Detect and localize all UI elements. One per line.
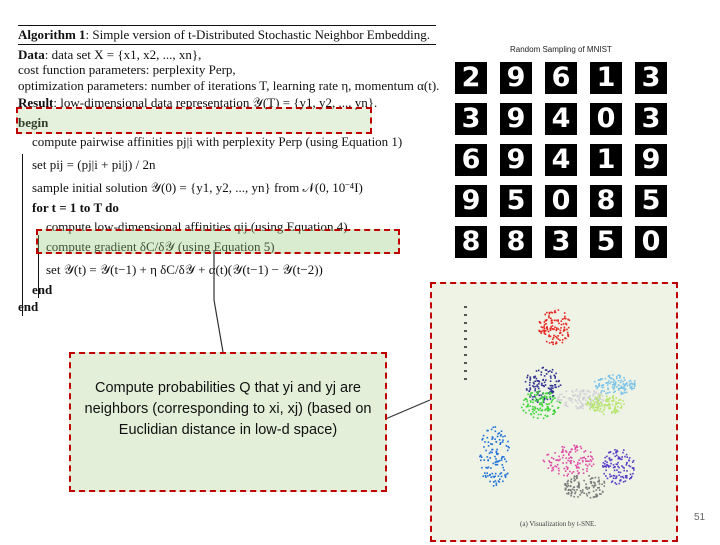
mnist-digit-cell: 5 [635,185,667,217]
connector-line-tsne [383,400,430,420]
end-keyword: end [18,299,39,314]
mnist-digit-cell: 3 [545,226,577,258]
mnist-digit-cell: 9 [455,185,487,217]
result-label: Result [18,95,54,110]
step-sample-initial: sample initial solution 𝒴(0) = {y1, y2, ..., yn} from 𝒩(0, 10⁻⁴I) [32,180,363,195]
mnist-digit-cell: 3 [635,103,667,135]
callout-text: Compute probabilities Q that yi and yj are neighbors (corresponding to xi, xj) (based on Euclidian distance in low-d space) [84,380,372,438]
mnist-digit-cell: 3 [635,62,667,94]
mnist-digit-cell: 8 [500,226,532,258]
mnist-digit-cell: 8 [455,226,487,258]
mnist-digit-cell: 6 [455,144,487,176]
step-low-dim-affinities: compute low-dimensional affinities qij (using Equation 4) [46,219,348,234]
mnist-digit-cell: 1 [590,62,622,94]
cost-line: cost function parameters: perplexity Perp, [18,62,236,77]
tsne-caption: (a) Visualization by t-SNE. [520,520,597,528]
connector-line-algorithm [214,250,223,352]
for-loop-line: for t = 1 to T do [32,199,119,215]
begin-keyword: begin [18,114,49,130]
result-text: : low-dimensional data representation 𝒴(T) = {y1, y2, ..., yn}. [53,95,378,110]
mnist-digit-cell: 9 [500,144,532,176]
mnist-title: Random Sampling of MNIST [510,45,612,54]
mnist-digit-cell: 9 [635,144,667,176]
data-label: Data [18,46,45,62]
step-pairwise-affinities: compute pairwise affinities pj|i with perplexity Perp (using Equation 1) [32,134,403,149]
opt-line: optimization parameters: number of iterations T, learning rate η, momentum α(t). [18,77,440,93]
data-text: : data set X = {x1, x2, ..., xn}, [44,46,202,62]
mnist-digit-cell: 0 [635,226,667,258]
mnist-digit-cell: 0 [590,103,622,135]
mnist-digit-cell: 0 [545,185,577,217]
algorithm-title-prefix: Algorithm 1 [18,27,86,42]
mnist-digit-cell: 6 [545,62,577,94]
mnist-digit-cell: 2 [455,62,487,94]
mnist-digit-cell: 4 [545,144,577,176]
mnist-digit-cell: 5 [500,185,532,217]
mnist-digit-cell: 4 [545,103,577,135]
mnist-digit-cell: 3 [455,103,487,135]
explanation-callout [69,352,387,492]
step-set-pij: set pij = (pj|i + pi|j) / 2n [32,156,156,172]
algorithm-title-rest: : Simple version of t-Distributed Stochastic Neighbor Embedding. [85,27,430,42]
mnist-digit-cell: 5 [590,226,622,258]
step-compute-gradient: compute gradient δC/δ𝒴 (using Equation 5) [46,238,275,254]
end-for-keyword: end [32,281,53,297]
mnist-digit-cell: 1 [590,144,622,176]
page-number: 51 [694,512,706,523]
mnist-digit-cell: 9 [500,62,532,94]
mnist-digit-cell: 9 [500,103,532,135]
mnist-digit-cell: 8 [590,185,622,217]
step-update-solution: set 𝒴(t) = 𝒴(t−1) + η δC/δ𝒴 + α(t)(𝒴(t−1) − 𝒴(t−2)) [46,262,323,277]
